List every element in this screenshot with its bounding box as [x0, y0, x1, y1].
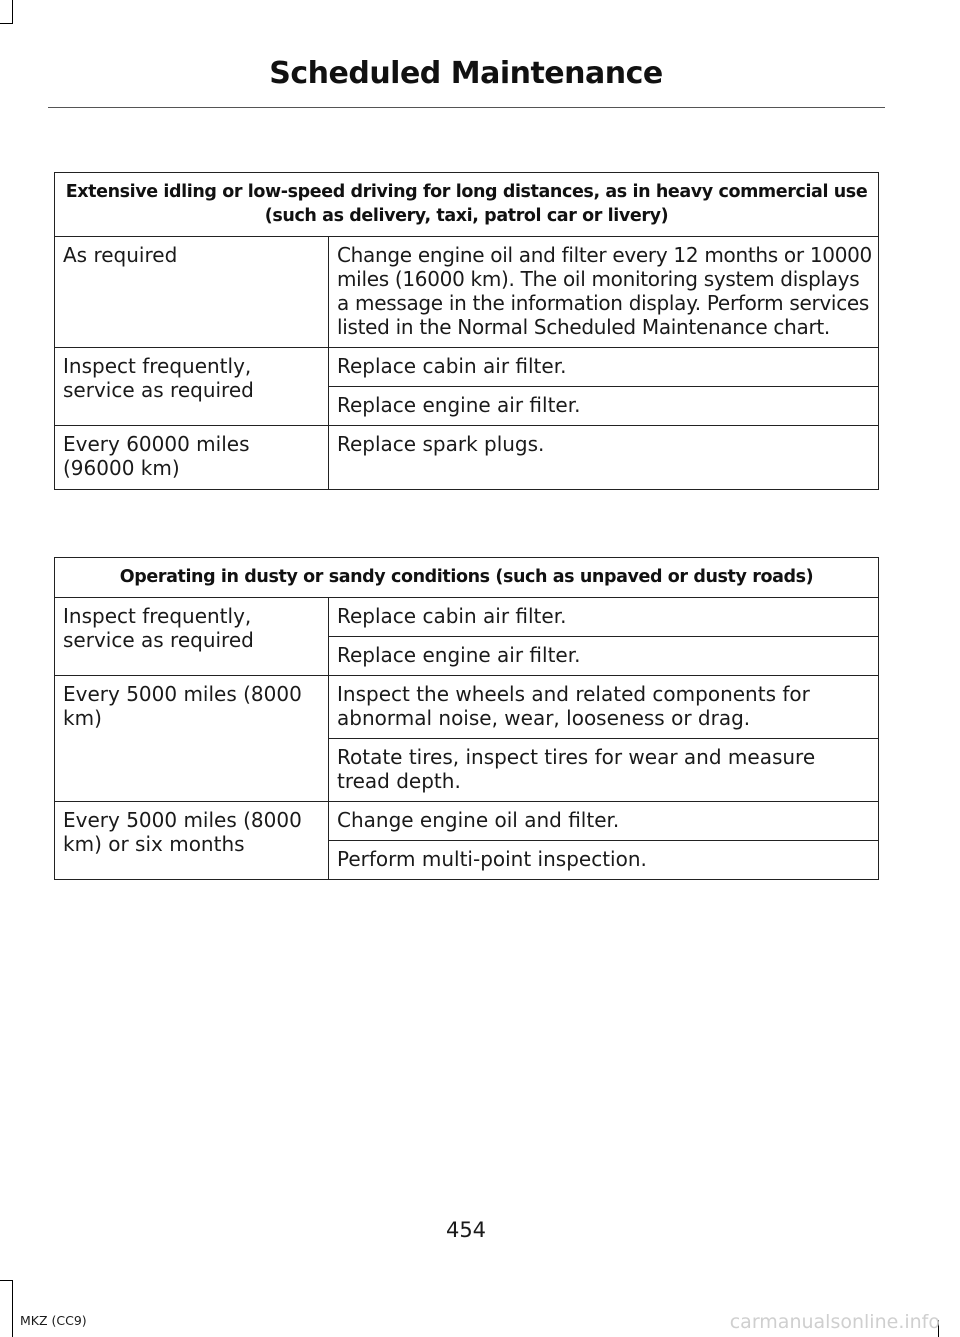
table-row — [55, 426, 879, 490]
page-number: 454 — [445, 1218, 487, 1242]
action-cell: Replace cabin air filter. — [329, 348, 879, 387]
table-row — [55, 802, 879, 841]
interval-cell: As required — [55, 237, 329, 348]
interval-cell: Inspect frequently, service as required — [55, 598, 329, 676]
title-rule — [48, 107, 885, 108]
table-heading: Extensive idling or low-speed driving for long distances, as in heavy commercial use (such as delivery, taxi, patrol car or livery) — [55, 173, 879, 237]
maintenance-table-dusty-conditions — [54, 557, 879, 880]
table-row — [55, 598, 879, 637]
table-heading: Operating in dusty or sandy conditions (such as unpaved or dusty roads) — [55, 558, 879, 598]
action-cell: Replace engine air filter. — [329, 387, 879, 426]
action-cell: Inspect the wheels and related components for abnormal noise, wear, looseness or drag. — [329, 676, 879, 739]
action-cell: Replace engine air filter. — [329, 637, 879, 676]
table-header-row — [55, 173, 879, 237]
table-row — [55, 237, 879, 348]
table-header-row — [55, 558, 879, 598]
action-cell: Replace spark plugs. — [329, 426, 879, 490]
model-code: MKZ (CC9) — [20, 1313, 87, 1328]
table-row — [55, 676, 879, 739]
maintenance-table-heavy-commercial — [54, 172, 879, 490]
action-cell: Change engine oil and filter. — [329, 802, 879, 841]
crop-mark-top-left-horizontal — [0, 23, 13, 24]
action-cell: Change engine oil and filter every 12 months or 10000 miles (16000 km). The oil monitoring system displays a message in the information display. Perform services listed in the Normal Scheduled Maintenance chart. — [329, 237, 879, 348]
watermark: carmanualsonline.info — [729, 1311, 940, 1333]
interval-cell: Every 60000 miles (96000 km) — [55, 426, 329, 490]
crop-mark-bottom-left-horizontal — [0, 1280, 13, 1281]
table-row — [55, 348, 879, 387]
page-title: Scheduled Maintenance — [269, 56, 663, 91]
interval-cell: Every 5000 miles (8000 km) — [55, 676, 329, 802]
interval-cell: Every 5000 miles (8000 km) or six months — [55, 802, 329, 880]
interval-cell: Inspect frequently, service as required — [55, 348, 329, 426]
action-cell: Rotate tires, inspect tires for wear and measure tread depth. — [329, 739, 879, 802]
crop-mark-top-left-vertical — [12, 0, 13, 24]
action-cell: Replace cabin air filter. — [329, 598, 879, 637]
action-cell: Perform multi-point inspection. — [329, 841, 879, 880]
crop-mark-bottom-left-vertical — [12, 1280, 13, 1337]
